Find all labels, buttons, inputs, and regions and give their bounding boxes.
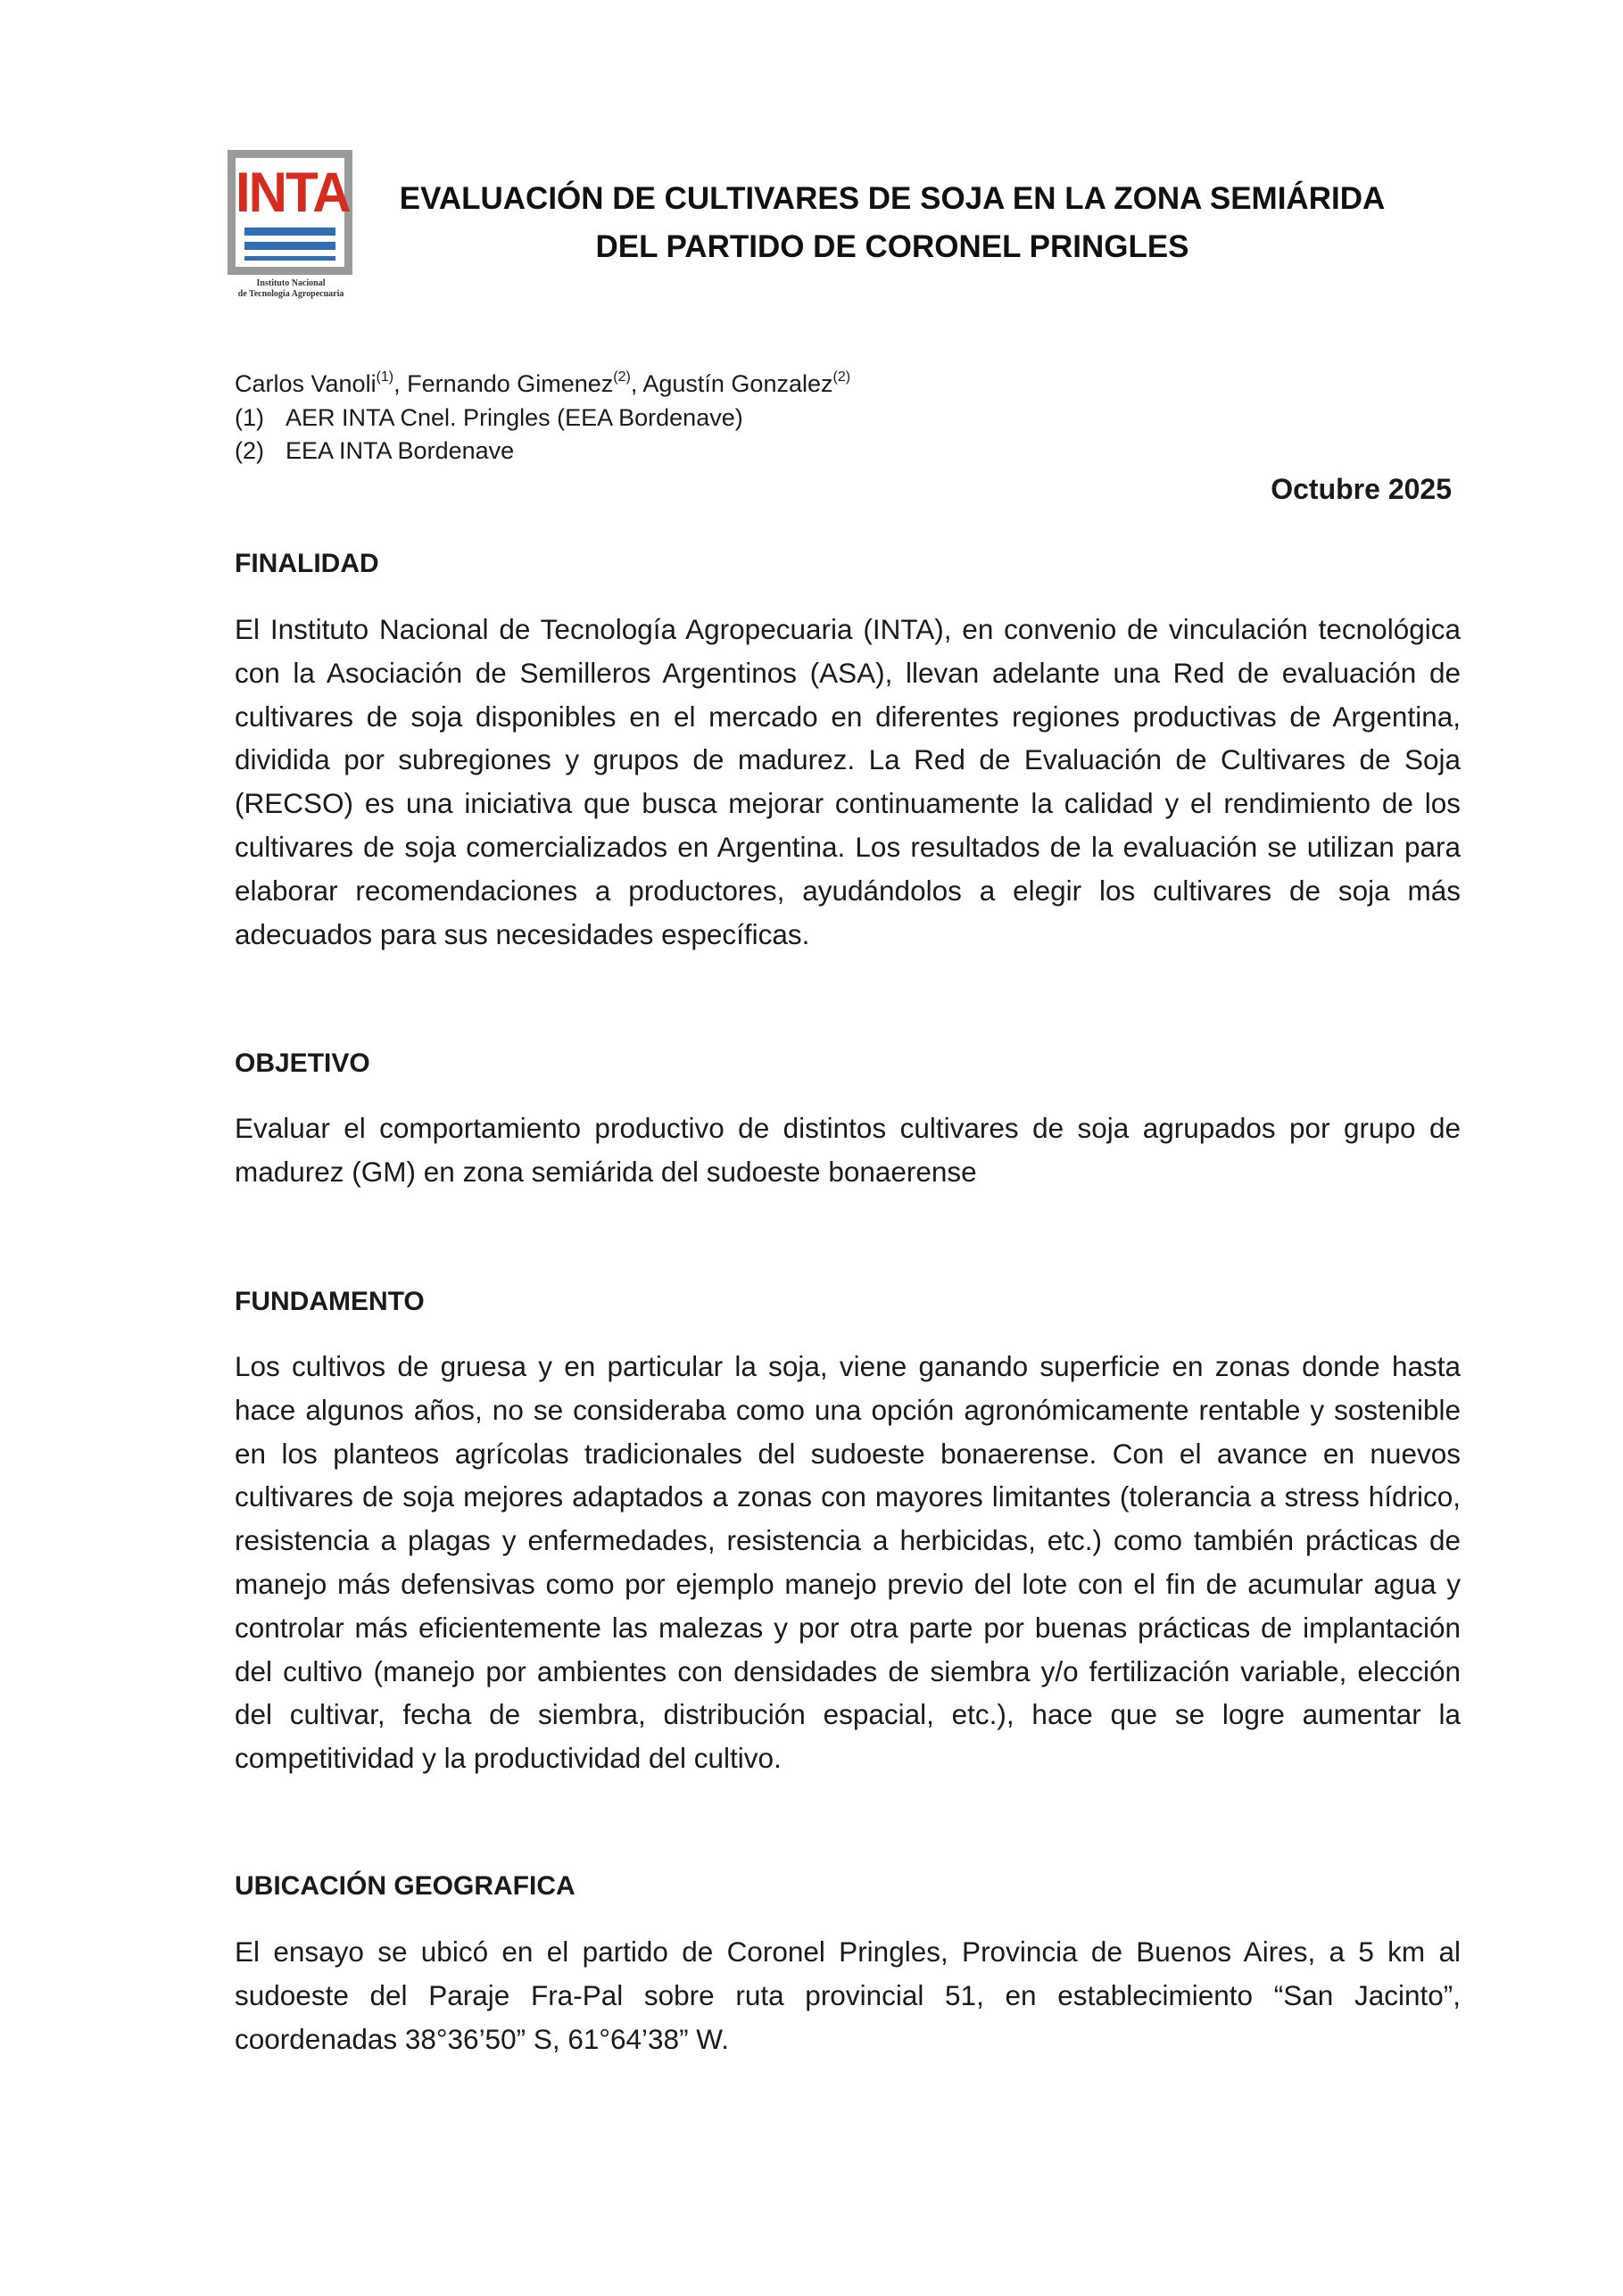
paragraph-objetivo: Evaluar el comportamiento productivo de distintos cultivares de soja agrupados por grupo de madurez (GM) en zona semiárida del sudoeste bonaerense xyxy=(235,1112,1461,1188)
affiliation-text: EEA INTA Bordenave xyxy=(286,437,515,464)
affiliations-list xyxy=(235,402,1452,468)
heading-objetivo: OBJETIVO xyxy=(235,1049,370,1078)
title-line-1: EVALUACIÓN DE CULTIVARES DE SOJA EN LA ZONA SEMIÁRIDA xyxy=(399,181,1386,216)
author-separator: , xyxy=(393,370,408,397)
heading-fundamento: FUNDAMENTO xyxy=(235,1287,425,1316)
author-name: Carlos Vanoli xyxy=(235,370,377,397)
affiliation-text: AER INTA Cnel. Pringles (EEA Bordenave) xyxy=(286,404,743,431)
author-ref: (2) xyxy=(832,369,851,385)
paragraph-finalidad: El Instituto Nacional de Tecnología Agropecuaria (INTA), en convenio de vinculación tecnológica con la Asociación de Semilleros Argentinos (ASA), llevan adelante una Red de evaluación de cultivares de soja disponibles en el mercado en diferentes regiones productivas de Argentina, dividida por subregiones y grupos de madurez. La Red de Evaluación de Cultivares de Soja (RECSO) es una iniciativa que busca mejorar continuamente la calidad y el rendimiento de los cultivares de soja comercializados en Argentina. Los resultados de la evaluación se utilizan para elaborar recomendaciones a productores, ayudándolos a elegir los cultivares de soja más adecuados para sus necesidades específicas. xyxy=(235,613,1461,950)
logo-subtitle-line1: Instituto Nacional xyxy=(256,278,326,288)
affiliation-number: (1) xyxy=(235,404,264,431)
heading-finalidad: FINALIDAD xyxy=(235,549,379,578)
logo-stripe-2 xyxy=(244,242,335,250)
logo-subtitle xyxy=(224,278,358,300)
paragraph-fundamento: Los cultivos de gruesa y en particular la soja, viene ganando superficie en zonas donde hasta hace algunos años, no se consideraba como una opción agronómicamente rentable y sostenible en los planteos agrícolas tradicionales del sudoeste bonaerense. Con el avance en nuevos cultivares de soja mejores adaptados a zonas con mayores limitantes (tolerancia a stress hídrico, resistencia a plagas y enfermedades, resistencia a herbicidas, etc.) como también prácticas de manejo más defensivas como por ejemplo manejo previo del lote con el fin de acumular agua y controlar más eficientemente las malezas y por otra parte por buenas prácticas de implantación del cultivo (manejo por ambientes con densidades de siembra y/o fertilización variable, elección del cultivar, fecha de siembra, distribución espacial, etc.), hace que se logre aumentar la competitividad y la productividad del cultivo. xyxy=(235,1350,1461,1775)
author-ref: (1) xyxy=(376,369,394,385)
inta-logo xyxy=(228,150,358,299)
logo-frame xyxy=(228,150,352,275)
logo-stripe-1 xyxy=(244,228,335,236)
affiliation-number: (2) xyxy=(235,437,264,464)
author-name: Agustín Gonzalez xyxy=(642,370,833,397)
logo-inner xyxy=(236,158,350,267)
title-line-2: DEL PARTIDO DE CORONEL PRINGLES xyxy=(595,229,1189,264)
author-name: Fernando Gimenez xyxy=(407,370,614,397)
affiliation-item xyxy=(235,435,1452,468)
logo-subtitle-line2: de Tecnología Agropecuaria xyxy=(237,289,344,299)
logo-stripe-3 xyxy=(244,256,335,261)
paragraph-ubicacion: El ensayo se ubicó en el partido de Coronel Pringles, Provincia de Buenos Aires, a 5 km al sudoeste del Paraje Fra-Pal sobre ruta provincial 51, en establecimiento “San Jacinto”, coordenadas 38°36’50” S, 61°64’38” W. xyxy=(235,1935,1461,2055)
logo-wordmark: INTA xyxy=(236,161,350,224)
affiliation-item xyxy=(235,402,1452,435)
document-title xyxy=(384,175,1401,271)
author-separator: , xyxy=(630,370,643,397)
document-date: Octubre 2025 xyxy=(1271,473,1452,505)
author-ref: (2) xyxy=(613,369,631,385)
heading-ubicacion: UBICACIÓN GEOGRAFICA xyxy=(235,1871,576,1901)
authors-line xyxy=(235,368,1452,401)
